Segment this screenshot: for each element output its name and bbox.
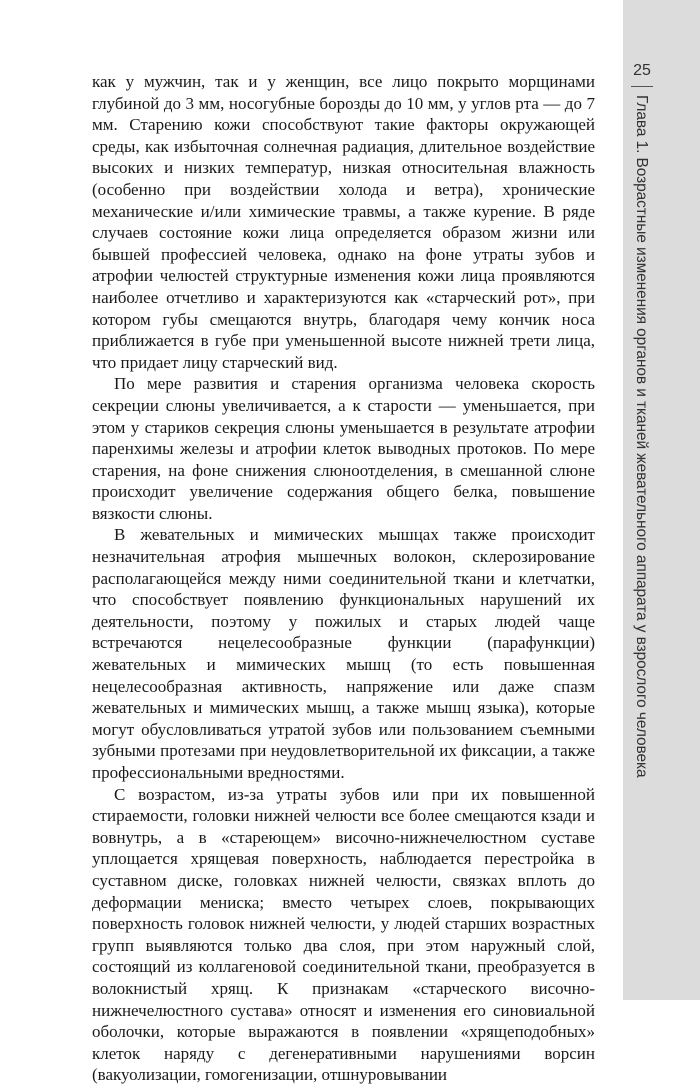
body-text [92, 71, 595, 1086]
paragraph-3: В жевательных и мимических мышцах также происходит незначительная атрофия мышечных волокон, склерозирование располагающейся между ними соединительной ткани и клетчатки, что способствует появлению функциональных нарушений их деятельности, поэтому у пожилых и старых людей чаще встречаются нецелесообразные функции (парафункции) жевательных и мимических мышц (то есть повышенная нецелесообразная активность, напряжение или даже спазм жевательных и мимических мышц, а также мышц языка), которые могут обусловливаться утратой зубов или пользованием съемными зубными протезами при неудовлетворительной их фиксации, а также профессиональными вредностями. [92, 525, 595, 782]
paragraph-2: По мере развития и старения организма человека скорость секреции слюны увеличивается, а к старости — уменьшается, при этом у стариков секреция слюны уменьшается в результате атрофии паренхимы железы и атрофии клеток выводных протоков. По мере старения, на фоне снижения слюноотделения, в смешанной слюне происходит увеличение содержания общего белка, повышение вязкости слюны. [92, 374, 595, 523]
page-number: 25 [633, 62, 651, 79]
paragraph-4: С возрастом, из-за утраты зубов или при их повышенной стираемости, головки нижней челюсти все более смещаются кзади и вовнутрь, а в «стареющем» височно-нижнечелюстном суставе уплощается хрящевая поверхность, наблюдается перестройка в суставном диске, головках нижней челюсти, связках вплоть до деформации мениска; вместо четырех слоев, покрывающих поверхность головок нижней челюсти, у людей старших возрастных групп выявляются только два слоя, при этом наружный слой, состоящий из коллагеновой соединительной ткани, преобразуется в волокнистый хрящ. К признакам «старческого височно-нижнечелюстного сустава» относят и изменения его синовиальной оболочки, которые выражаются в появлении «хрящеподобных» клеток наряду с дегенеративными нарушениями ворсин (вакуолизации, гомогенизации, отшнуровывании [92, 784, 595, 1085]
page-number-rule [631, 86, 653, 87]
running-head: Глава 1. Возрастные изменения органов и тканей жевательного аппарата у взрослого человека [633, 95, 650, 778]
paragraph-1: как у мужчин, так и у женщин, все лицо покрыто морщинами глубиной до 3 мм, носогубные борозды до 10 мм, у углов рта — до 7 мм. Старению кожи способствуют такие факторы окружающей среды, как избыточная солнечная радиация, длительное воздействие высоких и низких температур, низкая относительная влажность (особенно при воздействии холода и ветра), хронические механические и/или химические травмы, а также курение. В ряде случаев состояние кожи лица определяется образом жизни или бывшей профессией человека, однако на фоне утраты зубов и атрофии челюстей структурные изменения кожи лица проявляются наиболее отчетливо и характеризуются как «старческий рот», при котором губы смещаются внутрь, благодаря чему кончик носа приближается в губе при уменьшенной высоте нижней трети лица, что придает лицу старческий вид. [92, 72, 595, 372]
